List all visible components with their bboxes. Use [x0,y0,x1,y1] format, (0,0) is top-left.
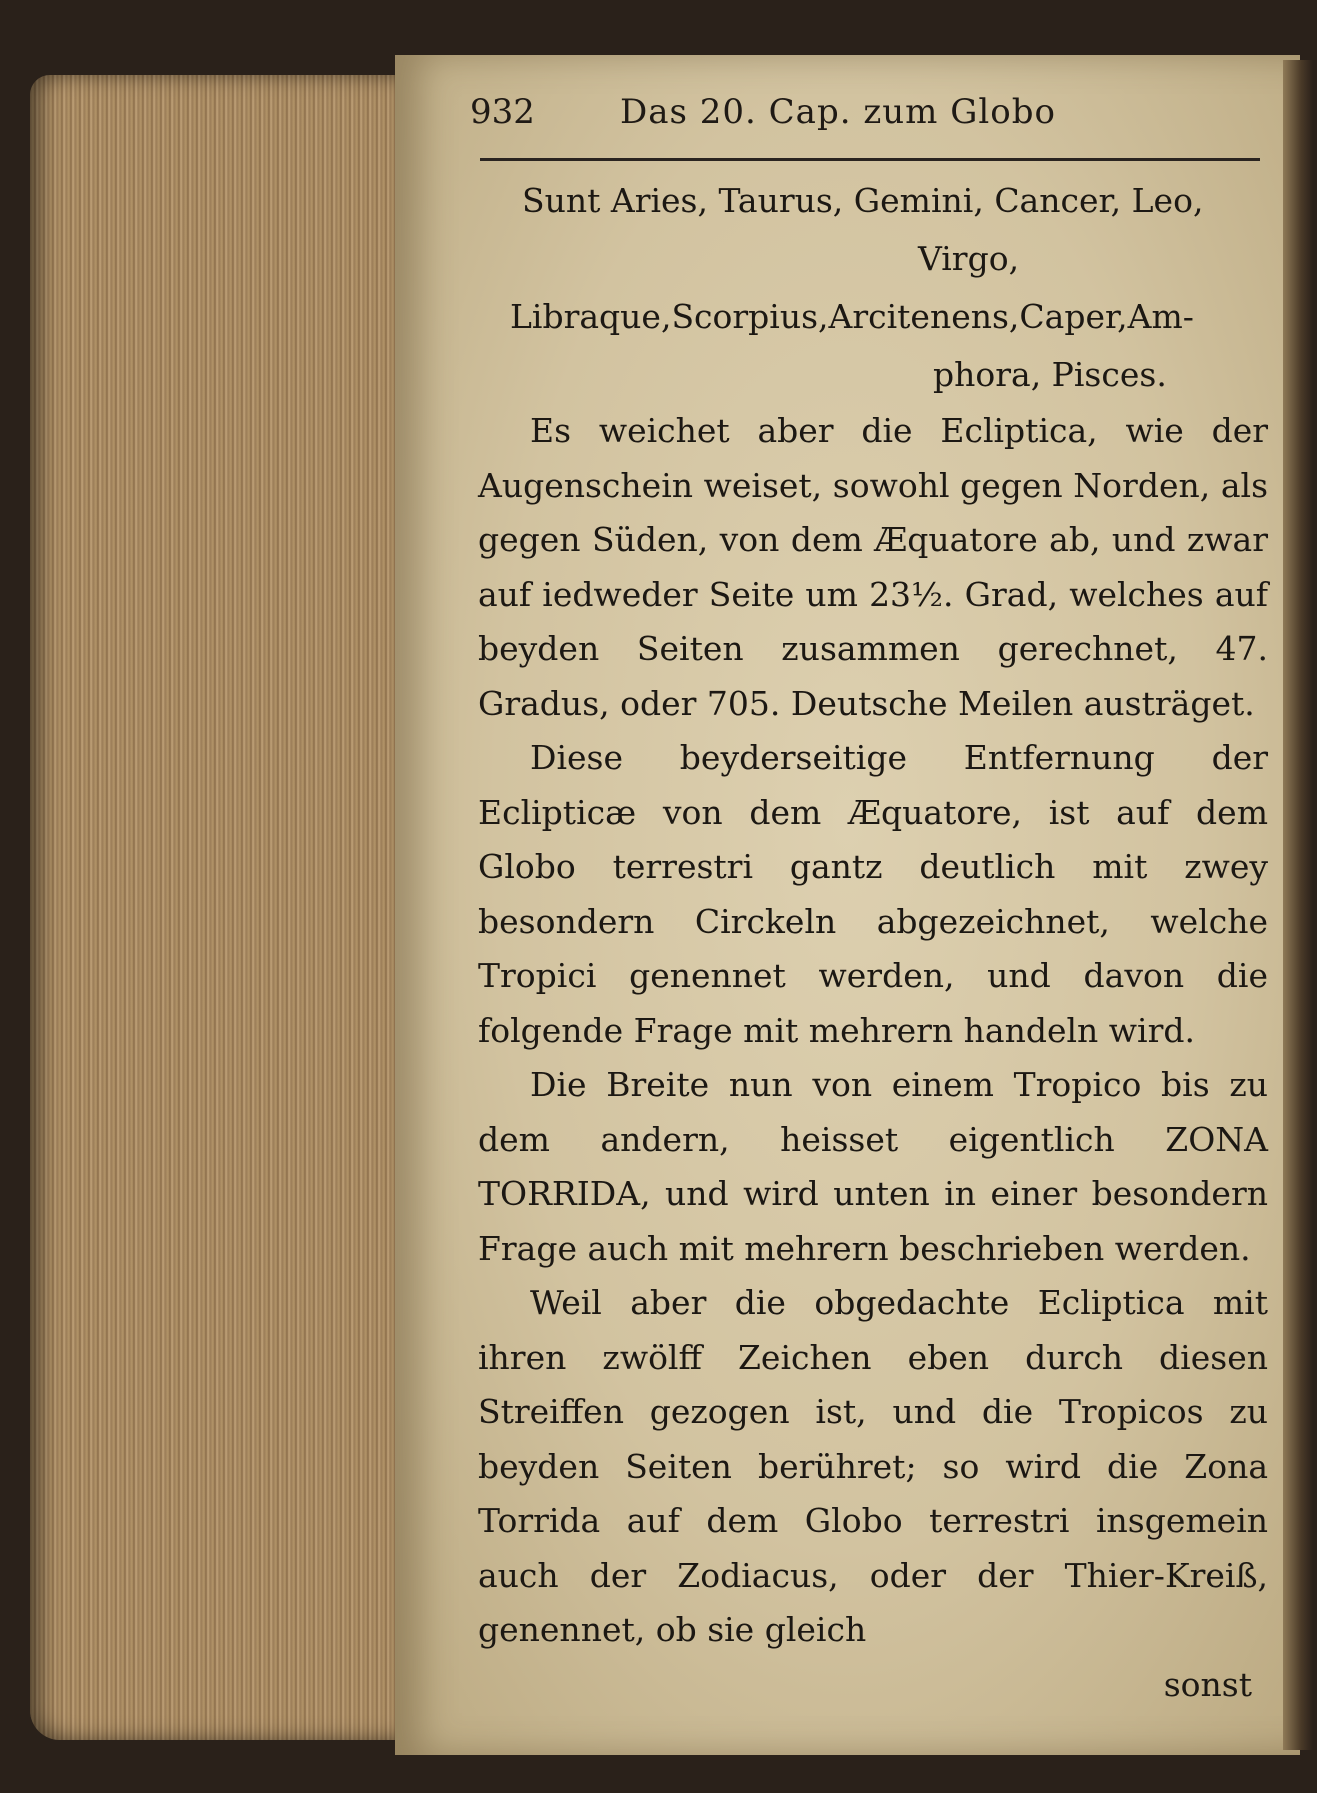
paragraph: Diese beyderseitige Entfernung der Eclipticæ von dem Æquatore, ist auf dem Globo terrestri gantz deutlich mit zwey besondern Circkeln abgezeichnet, welche Tropici genennet werden, und davon die folgende Frage mit mehrern handeln wird. [478,738,1268,1050]
book-gutter [1283,60,1313,1750]
verse-line: phora, Pisces. [933,355,1167,394]
header-rule [480,158,1260,161]
catchword: sonst [1163,1664,1252,1704]
page-header [470,92,1260,152]
page-number: 932 [470,92,535,132]
paragraph: Weil aber die obgedachte Ecliptica mit ihren zwölff Zeichen eben durch diesen Streiffen gezogen ist, und die Tropicos zu beyden Seiten berühret; so wird die Zona Torrida auf dem Globo terrestri insgemein auch der Zodiacus, oder der Thier-Kreiß, genennet, ob sie gleich [478,1283,1268,1649]
page-body [478,172,1268,1712]
verse-line: Sunt Aries, Taurus, Gemini, Cancer, Leo, [522,181,1204,220]
paragraph: Die Breite nun von einem Tropico bis zu dem andern, heisset eigentlich ZONA TORRIDA, und wird unten in einer besondern Frage auch mit mehrern beschrieben werden. [478,1065,1268,1268]
verse-line: Libraque,Scorpius,Arcitenens,Caper,Am- [510,297,1194,336]
verse-line: Virgo, [918,239,1020,278]
running-head: Das 20. Cap. zum Globo [620,92,1056,132]
page-edges [30,75,400,1740]
paragraph: Es weichet aber die Ecliptica, wie der Augenschein weiset, sowohl gegen Norden, als gegen Süden, von dem Æquatore ab, und zwar auf iedweder Seite um 23½. Grad, welches auf beyden Seiten zusammen gerechnet, 47. Gradus, oder 705. Deutsche Meilen austräget. [478,411,1268,723]
